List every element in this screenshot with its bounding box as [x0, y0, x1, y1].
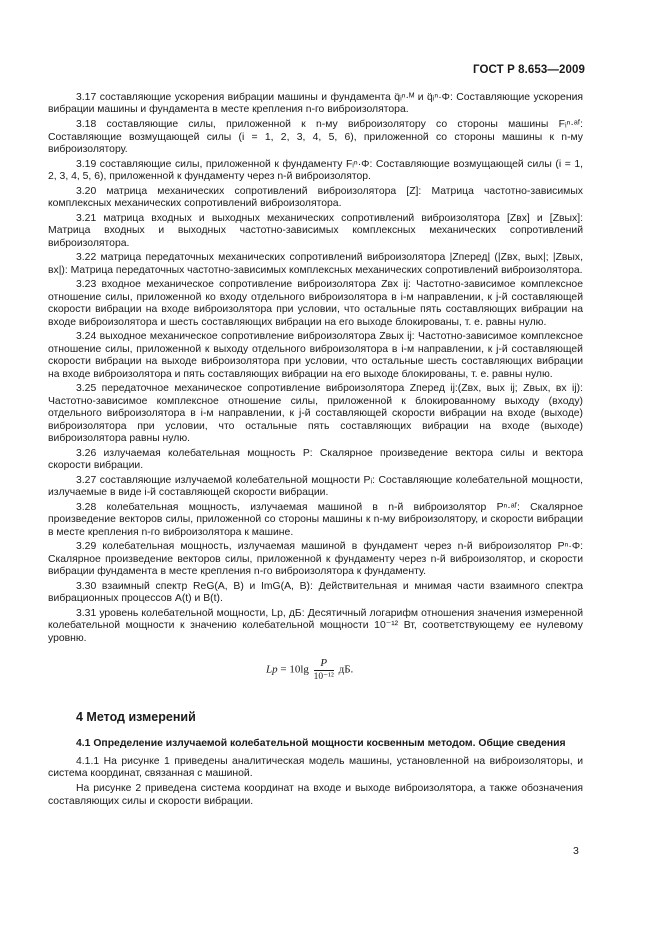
term-3-24: 3.24 выходное механическое сопротивление виброизолятора Zвых ij: Частотно-зависимое комплексное отношение силы, приложенной к выходу отдельного виброизолятора в i-м направлении, к j-й составляющей скорости вибрации на выходе виброизолятора при условии, что остальные шесть составляющих вибрации на входе виброизолятора и пять составляющих вибрации на его выходе блокированы, т. е. равны нулю. — [48, 331, 583, 380]
term-3-27: 3.27 составляющие излучаемой колебательной мощности Pᵢ: Составляющие колебательной мощности, излучаемые в виде i-й составляющей скорости вибрации. — [48, 474, 583, 499]
subsection-title: 4.1 Определение излучаемой колебательной мощности косвенным методом. Общие сведения — [76, 737, 566, 749]
term-3-28: 3.28 колебательная мощность, излучаемая машиной в n-й виброизолятор Pⁿ·ᵃᶠ: Скалярное произведение векторов силы, приложенной со стороны машины к n-му виброизолятору, и скорости вибрации в месте крепления n-го виброизолятора к машине. — [48, 501, 583, 538]
formula-unit: дБ. — [338, 663, 354, 676]
document-header: ГОСТ Р 8.653—2009 — [473, 64, 585, 76]
term-3-30: 3.30 взаимный спектр ReG(A, B) и ImG(A, B): Действительная и мнимая части взаимного спектра вибрационных процессов A(t) и B(t). — [48, 580, 583, 605]
paragraph-4-1-1: 4.1.1 На рисунке 1 приведены аналитическая модель машины, установленной на виброизоляторы, и система координат, связанная с машиной. — [48, 756, 583, 780]
paragraph-figure-2: На рисунке 2 приведена система координат на входе и выходе виброизолятора, а также обозначения составляющих силы и скорости вибрации. — [48, 783, 583, 807]
term-3-29: 3.29 колебательная мощность, излучаемая машиной в фундамент через n-й виброизолятор Pⁿ·Φ: Скалярное произведение векторов силы, приложенной к фундаменту через n-й виброизолятор, и скорости вибрации фундамента в месте крепления n-го виброизолятора к фундаменту. — [48, 541, 583, 578]
term-3-17: 3.17 составляющие ускорения вибрации машины и фундамента q̈ᵢⁿ·ᴹ и q̈ᵢⁿ·Φ: Составляющие ускорения вибрации машины и фундамента в месте крепления n-го виброизолятора. — [48, 92, 583, 116]
term-3-21: 3.21 матрица входных и выходных механических сопротивлений виброизолятора [Zвх] и [Zвых]: Матрица входных и выходных частотно-зависимых комплексных механических сопротивлений виброизолятора. — [48, 212, 583, 249]
term-3-22: 3.22 матрица передаточных механических сопротивлений виброизолятора |Zперед| (|Zвх, вых|; |Zвых, вх|): Матрица передаточных частотно-зависимых комплексных механических сопротивлений виброизолятора. — [48, 252, 583, 276]
term-3-18: 3.18 составляющие силы, приложенной к n-му виброизолятору со стороны машины Fᵢⁿ·ᵃᶠ: Составляющие возмущающей силы (i = 1, 2, 3, 4, 5, 6), приложенной со стороны машины к n-му виброизолятору. — [48, 119, 583, 155]
term-3-31: 3.31 уровень колебательной мощности, Lp, дБ: Десятичный логарифм отношения значения измеренной колебательной мощности к значению колебательной мощности 10⁻¹² Вт, соответствующему ее нулевому уровню. — [48, 608, 583, 644]
document-body — [48, 92, 583, 808]
section-title: 4 Метод измерений — [76, 710, 196, 725]
formula-eq: = 10lg — [280, 663, 309, 676]
term-3-20: 3.20 матрица механических сопротивлений виброизолятора [Z]: Матрица частотно-зависимых комплексных механических сопротивлений виброизолятора. — [48, 185, 583, 210]
term-3-26: 3.26 излучаемая колебательная мощность P: Скалярное произведение вектора силы и вектора скорости вибрации. — [48, 447, 583, 472]
power-level-formula — [48, 657, 583, 683]
formula-denominator: 10⁻¹² — [313, 671, 334, 682]
formula-numerator: P — [314, 657, 334, 670]
formula-lhs: Lp — [266, 663, 278, 676]
term-3-25: 3.25 передаточное механическое сопротивление виброизолятора Zперед ij:(Zвх, вых ij; Zвых, вх ij): Частотно-зависимое комплексное отношение силы, приложенной к блокированному выходу (входу) отдельного виброизолятора в i-м направлении, к j-й составляющей скорости вибрации на входе (выходе) виброизолятора при условии, что остальные пять составляющих вибрации на входе (выходе) виброизолятора равны нулю. — [48, 383, 583, 444]
term-3-23: 3.23 входное механическое сопротивление виброизолятора Zвх ij: Частотно-зависимое комплексное отношение силы, приложенной ко входу отдельного виброизолятора в i-м направлении, к j-й составляющей скорости вибрации на входе виброизолятора при условии, что остальные пять составляющих вибрации на входе виброизолятора и шесть составляющих вибрации на его выходе блокированы, т. е. равны нулю. — [48, 279, 583, 328]
page-number: 3 — [573, 845, 579, 857]
term-3-19: 3.19 составляющие силы, приложенной к фундаменту Fᵢⁿ·Φ: Составляющие возмущающей силы (i = 1, 2, 3, 4, 5, 6), приложенной к фундаменту через n-й виброизолятор. — [48, 158, 583, 183]
